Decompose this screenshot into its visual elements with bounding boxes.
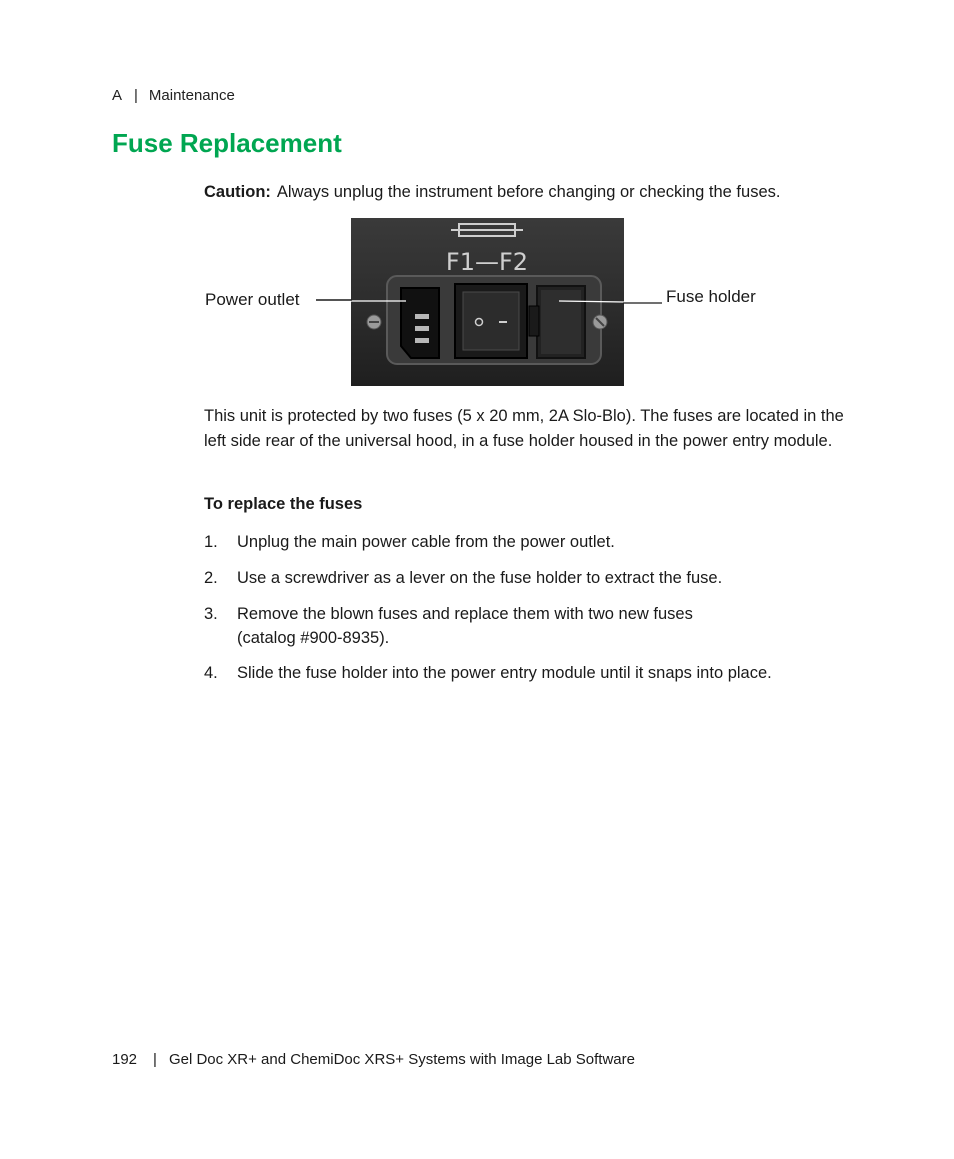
caution-label: Caution: [204,183,271,201]
fuse-holder-callout: Fuse holder [666,287,756,306]
header-separator: | [134,87,138,104]
left-screw-icon [367,315,381,329]
footer-separator: | [153,1051,157,1068]
power-entry-module-photo [351,218,624,386]
caution-text: Always unplug the instrument before changing or checking the fuses. [276,183,781,201]
header-chapter: Maintenance [148,87,235,104]
step-text [237,602,837,650]
power-outlet-pointer [316,298,352,302]
power-outlet-callout: Power outlet [205,290,300,309]
step-number: 4. [204,664,218,682]
fuse-holder-pointer [623,301,662,305]
header-section: A [112,87,123,104]
fuse-holder-icon [529,286,585,358]
step-text: Use a screwdriver as a lever on the fuse holder to extract the fuse. [237,569,723,587]
right-screw-icon [593,315,607,329]
running-header [112,87,235,104]
power-switch-icon [455,284,527,358]
step-text-line: Remove the blown fuses and replace them with two new fuses [237,605,693,623]
step-text: Unplug the main power cable from the power outlet. [237,533,615,551]
procedure-title: To replace the fuses [204,495,363,513]
book-title: Gel Doc XR+ and ChemiDoc XRS+ Systems with Image Lab Software [168,1051,635,1068]
body-paragraph: This unit is protected by two fuses (5 x 20 mm, 2A Slo-Blo). The fuses are located in the left side rear of the universal hood, in a fuse holder housed in the power entry module. [204,407,844,450]
caution-note [204,183,780,202]
running-footer [112,1051,635,1068]
power-inlet-icon [401,288,439,358]
step-number: 3. [204,605,218,623]
panel-label: F1—F2 [445,248,529,276]
step-text: Slide the fuse holder into the power entry module until it snaps into place. [237,664,772,682]
page-title: Fuse Replacement [112,128,342,158]
step-number: 1. [204,533,218,551]
page-number: 192 [112,1051,138,1068]
step-text-line: (catalog #900-8935). [237,629,390,647]
step-number: 2. [204,569,218,587]
